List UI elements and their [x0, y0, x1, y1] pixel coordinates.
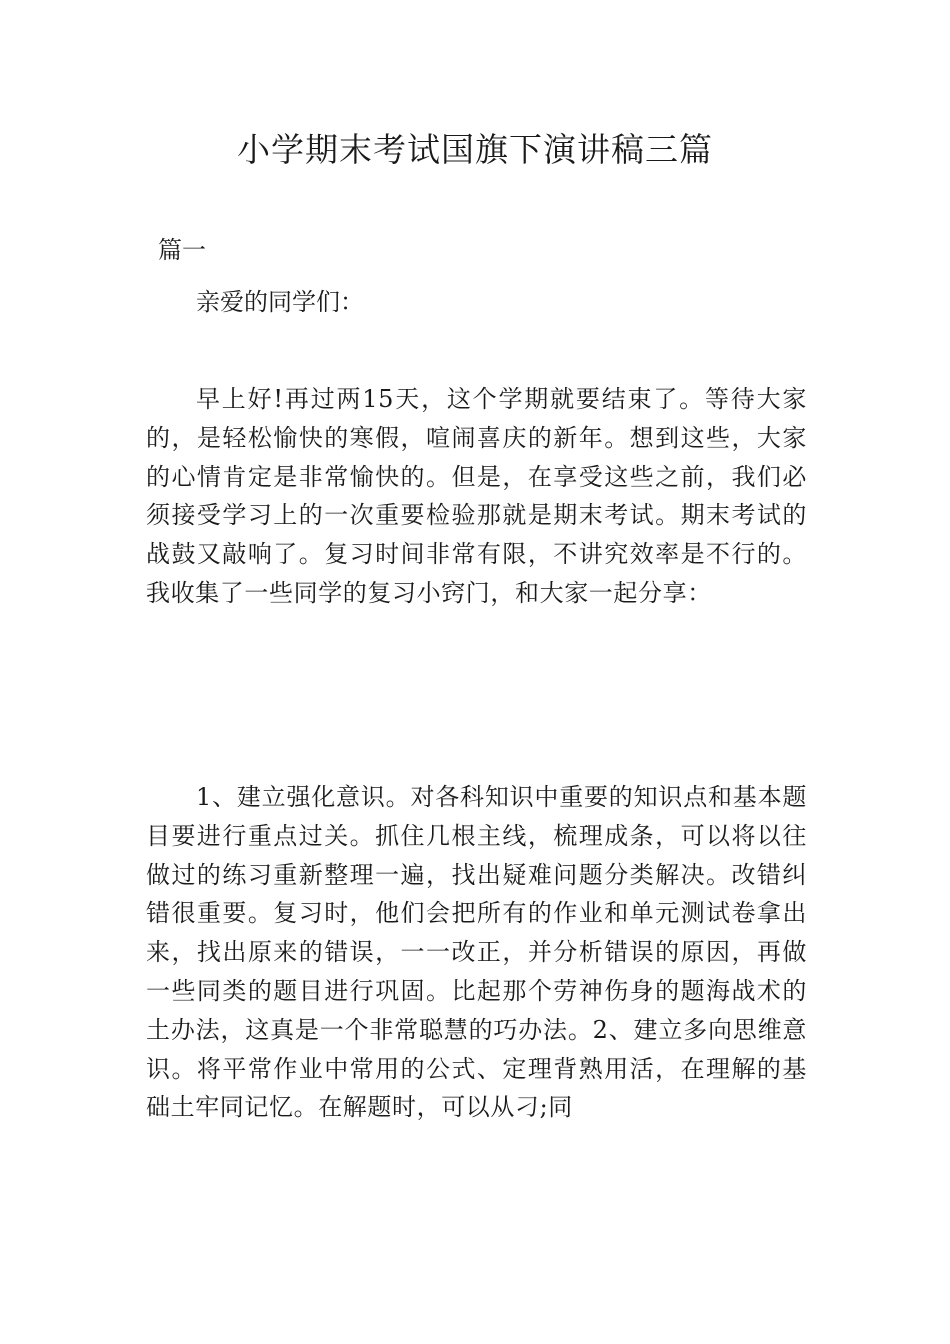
body-paragraph: 早上好!再过两15天，这个学期就要结束了。等待大家的，是轻松愉快的寒假，喧闹喜庆的新年。想到这些，大家的心情肯定是非常愉快的。但是，在享受这些之前，我们必须接受学习上的一次重要检验那就是期末考试。期末考试的战鼓又敲响了。复习时间非常有限，不讲究效率是不行的。我收集了一些同学的复习小窍门，和大家一起分享： [146, 385, 807, 607]
document-title: 小学期末考试国旗下演讲稿三篇 [237, 130, 713, 169]
salutation: 亲爱的同学们： [196, 288, 364, 316]
body-paragraph: 1、建立强化意识。对各科知识中重要的知识点和基本题目要进行重点过关。抓住几根主线，梳理成条，可以将以往做过的练习重新整理一遍，找出疑难问题分类解决。改错纠错很重要。复习时，他们会把所有的作业和单元测试卷拿出来，找出原来的错误，一一改正，并分析错误的原因，再做一些同类的题目进行巩固。比起那个劳神伤身的题海战术的土办法，这真是一个非常聪慧的巧办法。2、建立多向思维意识。将平常作业中常用的公式、定理背熟用活，在理解的基础土牢同记忆。在解题时，可以从刁;同 [146, 783, 807, 1122]
section-label: 篇一 [158, 236, 206, 264]
